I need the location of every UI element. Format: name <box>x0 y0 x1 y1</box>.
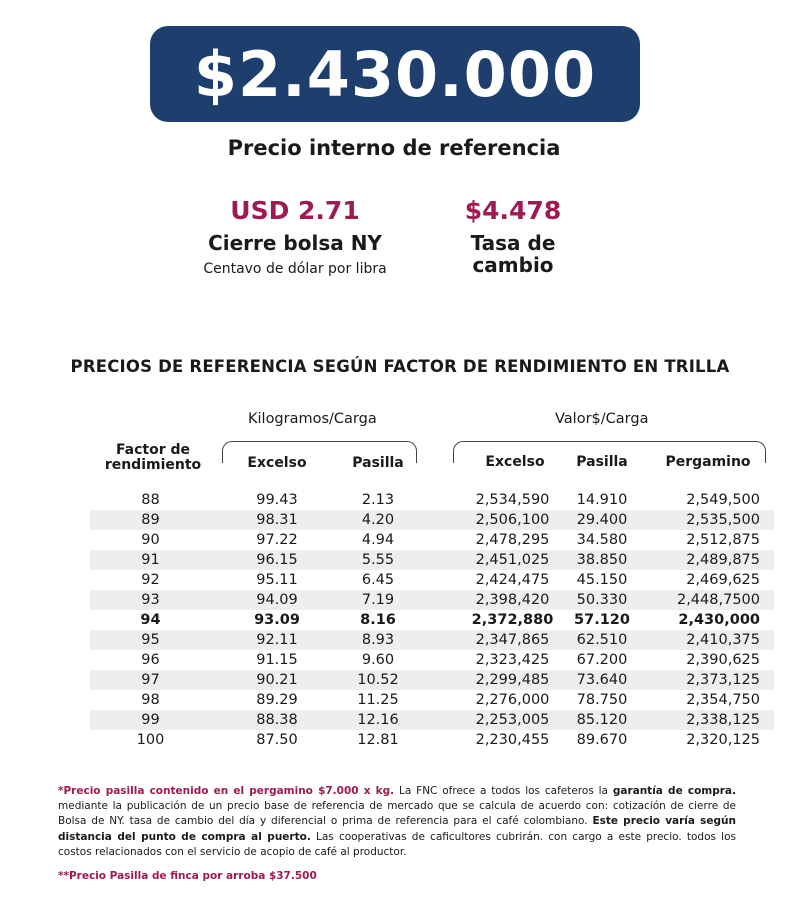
table-row <box>90 650 774 670</box>
header-factor <box>94 443 212 473</box>
cell-factor: 100 <box>136 732 165 748</box>
cell-kg-excelso: 99.43 <box>256 492 298 508</box>
cell-value-pasilla: 67.200 <box>576 652 628 668</box>
cell-factor: 95 <box>141 632 160 648</box>
cell-value-pergamino: 2,338,125 <box>686 712 760 728</box>
cell-kg-excelso: 90.21 <box>256 672 298 688</box>
cell-factor: 88 <box>141 492 160 508</box>
cell-value-excelso: 2,299,485 <box>475 672 550 688</box>
cell-value-pasilla: 62.510 <box>576 632 628 648</box>
cell-value-pergamino: 2,512,875 <box>686 532 760 548</box>
cell-value-pasilla: 73.640 <box>576 672 628 688</box>
cell-kg-pasilla: 4.20 <box>361 512 395 528</box>
table-row <box>90 590 774 610</box>
cell-value-excelso: 2,478,295 <box>475 532 550 548</box>
cell-kg-pasilla: 8.16 <box>360 612 396 628</box>
cell-value-pasilla: 85.120 <box>576 712 628 728</box>
cell-value-excelso: 2,534,590 <box>475 492 550 508</box>
table-row <box>90 530 774 550</box>
footnote-farm-pasilla: **Precio Pasilla de finca por arroba $37.500 <box>58 870 317 882</box>
header-factor-line2: rendimiento <box>104 457 202 473</box>
cell-factor: 89 <box>141 512 160 528</box>
cell-value-pergamino: 2,535,500 <box>686 512 760 528</box>
cell-value-pasilla: 57.120 <box>574 612 630 628</box>
cell-value-excelso: 2,372,880 <box>471 612 554 628</box>
value-group-label: Valor$/Carga <box>555 411 649 427</box>
cell-value-pergamino: 2,489,875 <box>686 552 760 568</box>
cell-value-pergamino: 2,469,625 <box>686 572 760 588</box>
cell-factor: 91 <box>141 552 160 568</box>
header-factor-line1: Factor de <box>115 442 191 458</box>
cell-value-excelso: 2,230,455 <box>475 732 550 748</box>
cell-kg-pasilla: 7.19 <box>361 592 395 608</box>
cell-kg-excelso: 95.11 <box>256 572 298 588</box>
cell-value-pergamino: 2,549,500 <box>686 492 760 508</box>
table-row <box>90 550 774 570</box>
cell-factor: 96 <box>141 652 160 668</box>
footnote-price-varies: Este precio varía según distancia del punto de compra al puerto. <box>58 815 736 843</box>
cell-value-excelso: 2,253,005 <box>475 712 550 728</box>
cell-factor: 90 <box>141 532 160 548</box>
cell-value-pergamino: 2,430,000 <box>678 612 760 628</box>
cell-value-excelso: 2,347,865 <box>475 632 550 648</box>
cell-value-pasilla: 89.670 <box>576 732 628 748</box>
ny-close-stat <box>175 196 415 277</box>
header-value-pasilla: Pasilla <box>576 454 628 470</box>
header-kg-pasilla: Pasilla <box>352 455 404 471</box>
cell-value-pergamino: 2,354,750 <box>686 692 760 708</box>
cell-kg-pasilla: 12.81 <box>357 732 399 748</box>
cell-kg-excelso: 94.09 <box>256 592 298 608</box>
cell-kg-pasilla: 8.93 <box>361 632 395 648</box>
cell-kg-pasilla: 4.94 <box>361 532 395 548</box>
cell-kg-excelso: 91.15 <box>256 652 298 668</box>
cell-value-excelso: 2,276,000 <box>475 692 550 708</box>
section-title: PRECIOS DE REFERENCIA SEGÚN FACTOR DE RENDIMIENTO EN TRILLA <box>70 357 730 376</box>
cell-value-pergamino: 2,320,125 <box>686 732 760 748</box>
cell-kg-excelso: 97.22 <box>256 532 298 548</box>
cell-value-pasilla: 50.330 <box>576 592 628 608</box>
cell-kg-pasilla: 9.60 <box>361 652 395 668</box>
cell-value-excelso: 2,398,420 <box>475 592 550 608</box>
cell-kg-pasilla: 12.16 <box>357 712 399 728</box>
footnote-text: La FNC ofrece a todos los cafeteros la <box>394 785 613 797</box>
footnote-pasilla-price: *Precio pasilla contenido en el pergamino $7.000 x kg. <box>58 785 395 797</box>
header-value-pergamino: Pergamino <box>665 454 751 470</box>
cell-kg-excelso: 96.15 <box>256 552 298 568</box>
table-row <box>90 690 774 710</box>
cell-value-pergamino: 2,410,375 <box>686 632 760 648</box>
cell-kg-excelso: 93.09 <box>254 612 300 628</box>
header-kg-excelso: Excelso <box>247 455 307 471</box>
cell-factor: 99 <box>141 712 160 728</box>
cell-kg-excelso: 92.11 <box>256 632 298 648</box>
exchange-rate-label-line2: cambio <box>472 253 554 277</box>
cell-factor: 93 <box>141 592 160 608</box>
table-row <box>90 570 774 590</box>
reference-price: $2.430.000 <box>193 37 597 111</box>
cell-kg-excelso: 88.38 <box>256 712 298 728</box>
cell-value-excelso: 2,451,025 <box>475 552 550 568</box>
cell-factor: 94 <box>140 612 161 628</box>
footnote <box>58 784 736 860</box>
footnote-guarantee: garantía de compra. <box>612 785 737 797</box>
cell-value-pasilla: 38.850 <box>576 552 628 568</box>
cell-value-pasilla: 45.150 <box>576 572 628 588</box>
cell-factor: 92 <box>141 572 160 588</box>
exchange-rate-label <box>438 232 588 276</box>
table-row <box>90 610 774 630</box>
cell-kg-excelso: 98.31 <box>256 512 298 528</box>
cell-factor: 98 <box>141 692 160 708</box>
cell-value-pergamino: 2,448,7500 <box>676 592 760 608</box>
table-row <box>90 490 774 510</box>
cell-value-excelso: 2,424,475 <box>475 572 550 588</box>
footnote-text: mediante la publicación de un precio base de referencia de mercado que se calcula de acuerdo con: cotización de cierre de Bolsa de NY. tasa de cambio del día y diferencial o prima de referencia para el café colombiano. <box>58 800 736 828</box>
table-row <box>90 630 774 650</box>
cell-kg-pasilla: 5.55 <box>361 552 395 568</box>
cell-kg-excelso: 87.50 <box>256 732 298 748</box>
cell-value-pasilla: 34.580 <box>576 532 628 548</box>
cell-value-excelso: 2,323,425 <box>475 652 550 668</box>
table-row <box>90 510 774 530</box>
cell-value-excelso: 2,506,100 <box>475 512 550 528</box>
cell-value-pergamino: 2,373,125 <box>686 672 760 688</box>
cell-kg-pasilla: 6.45 <box>361 572 395 588</box>
table-row <box>90 670 774 690</box>
cell-kg-pasilla: 2.13 <box>361 492 395 508</box>
header-value-excelso: Excelso <box>485 454 545 470</box>
cell-kg-pasilla: 10.52 <box>357 672 399 688</box>
kg-group-label: Kilogramos/Carga <box>248 411 377 427</box>
table-row <box>90 730 774 750</box>
subtitle: Precio interno de referencia <box>227 136 561 160</box>
cell-value-pasilla: 14.910 <box>576 492 628 508</box>
cell-value-pergamino: 2,390,625 <box>686 652 760 668</box>
ny-close-caption: Centavo de dólar por libra <box>203 261 387 277</box>
footnote-text: Las cooperativas de caficultores cubrirán. con cargo a este precio. todos los costos relacionados con el servicio de acopio de café al productor. <box>58 830 736 858</box>
ny-close-label: Cierre bolsa NY <box>208 231 382 255</box>
price-banner <box>150 26 640 122</box>
exchange-rate-value: $4.478 <box>464 196 562 225</box>
cell-value-pasilla: 29.400 <box>576 512 628 528</box>
cell-factor: 97 <box>141 672 160 688</box>
cell-value-pasilla: 78.750 <box>576 692 628 708</box>
exchange-rate-label-line1: Tasa de <box>470 231 556 255</box>
exchange-rate-stat <box>438 196 588 276</box>
ny-close-value: USD 2.71 <box>230 196 360 225</box>
cell-kg-excelso: 89.29 <box>256 692 298 708</box>
price-table <box>90 490 774 750</box>
table-row <box>90 710 774 730</box>
cell-kg-pasilla: 11.25 <box>357 692 399 708</box>
